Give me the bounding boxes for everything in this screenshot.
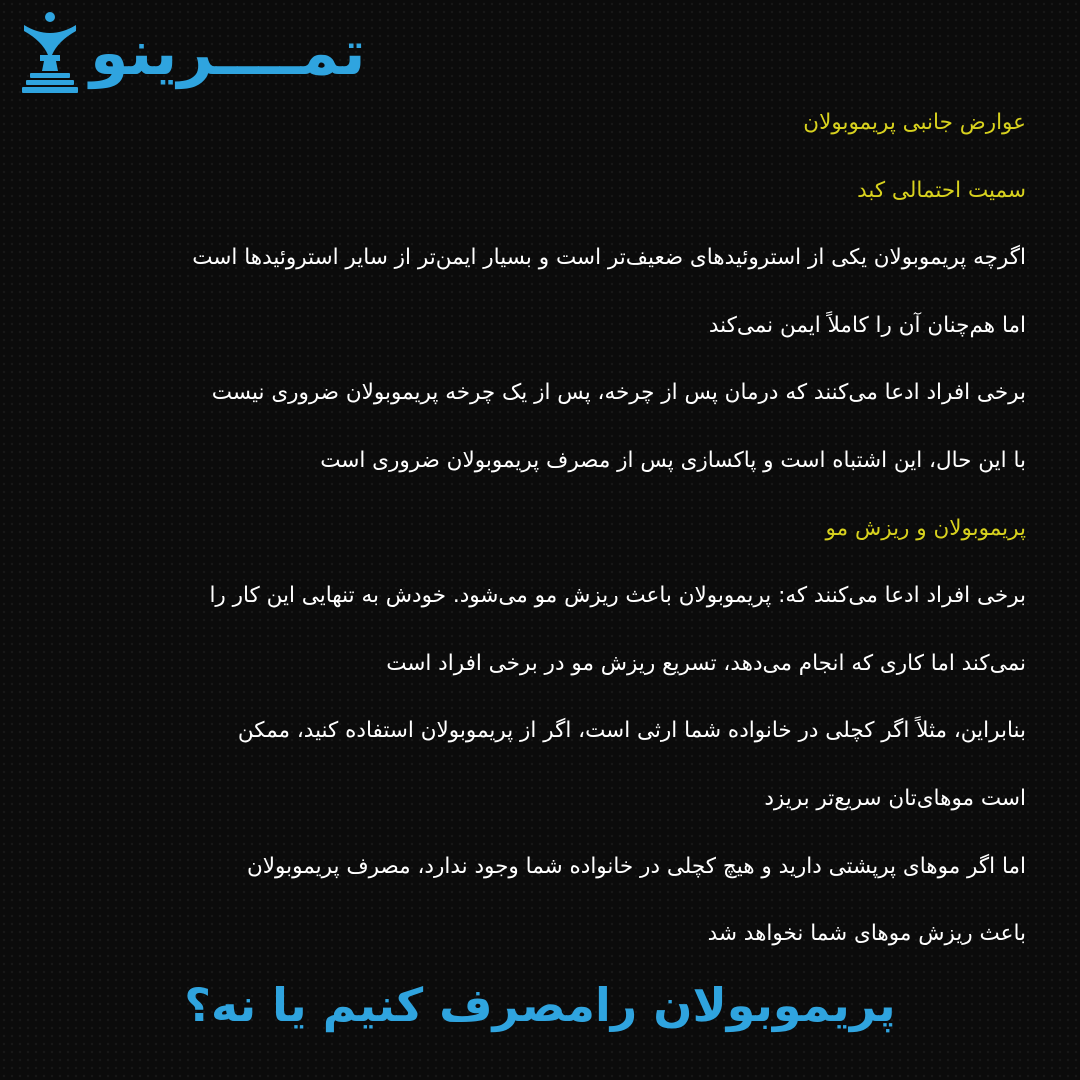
section-heading: سمیت احتمالی کبد [857,177,1026,203]
brand-logo-text: تمــــرینو [90,16,366,89]
paragraph-line: بنابراین، مثلاً اگر کچلی در خانواده شما ارثی است، اگر از پریموبولان استفاده کنید، ممکن [237,718,1026,744]
paragraph-line: با این حال، این اشتباه است و پاکسازی پس از مصرف پریموبولان ضروری است [320,447,1026,473]
paragraph-line: برخی افراد ادعا می‌کنند که: پریموبولان باعث ریزش مو می‌شود. خودش به تنهایی این کار را [209,583,1026,609]
paragraph-line: است موهای‌تان سریع‌تر بریزد [764,785,1026,811]
paragraph-line: باعث ریزش موهای شما نخواهد شد [707,921,1026,947]
paragraph-line: برخی افراد ادعا می‌کنند که درمان پس از چرخه، پس از یک چرخه پریموبولان ضروری نیست [211,380,1026,406]
section-heading: عوارض جانبی پریموبولان [803,110,1026,135]
paragraph-line: اما هم‌چنان آن را کاملاً ایمن نمی‌کند [708,312,1026,338]
article-content [60,96,1026,975]
section-heading: پریموبولان و ریزش مو [825,515,1026,541]
footer-title: پریموبولان رامصرف کنیم یا نه؟ [184,978,896,1032]
paragraph-line: اگرچه پریموبولان یکی از استروئیدهای ضعیف‌تر است و بسیار ایمن‌تر از سایر استروئیدها است [192,245,1026,271]
paragraph-line: اما اگر موهای پرپشتی دارید و هیچ کچلی در خانواده شما وجود ندارد، مصرف پریموبولان [247,853,1026,879]
brand-logo [18,8,448,98]
paragraph-line: نمی‌کند اما کاری که انجام می‌دهد، تسریع ریزش مو در برخی افراد است [386,650,1026,676]
chess-pawn-icon [18,11,82,95]
